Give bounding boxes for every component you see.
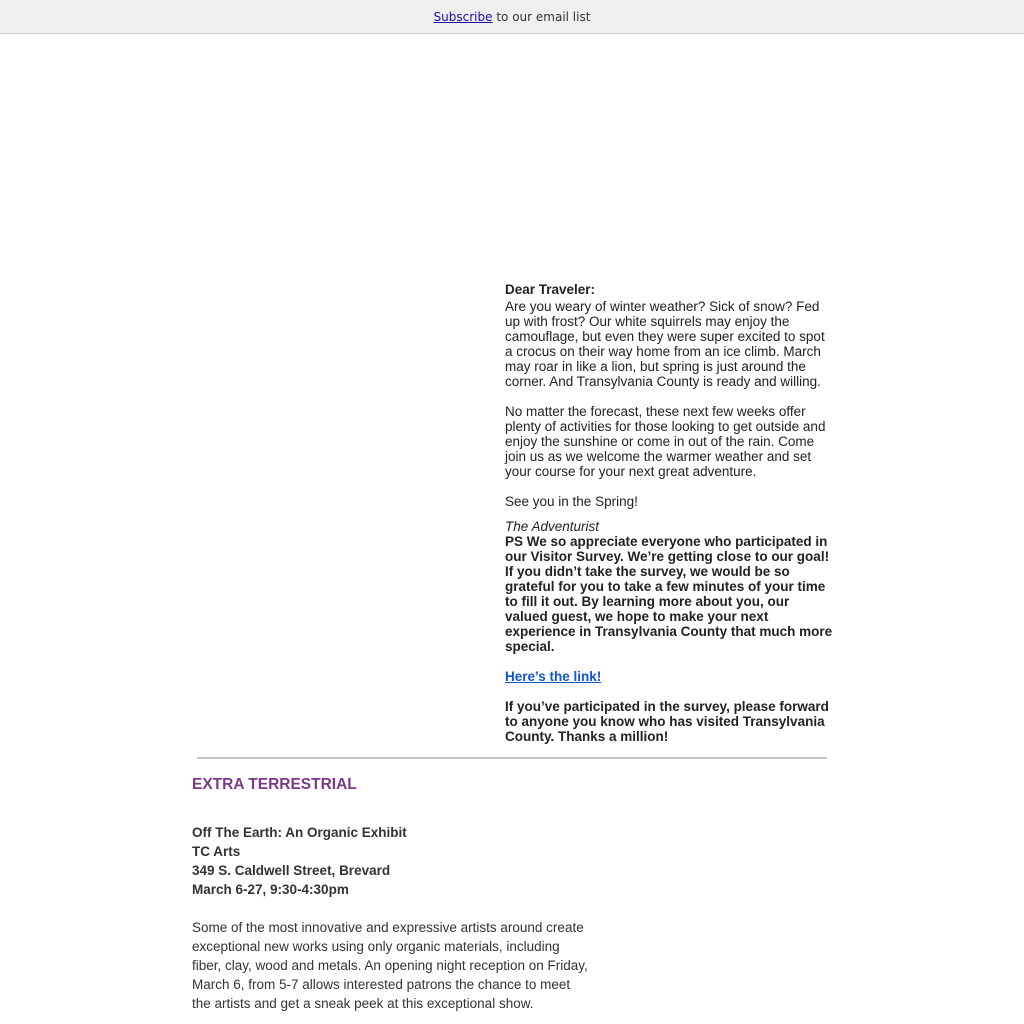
subscribe-suffix-text: to our email list — [492, 10, 591, 24]
event-dates: March 6-27, 9:30-4:30pm — [192, 882, 349, 897]
letter-paragraph-1: Are you weary of winter weather? Sick of snow? Fed up with frost? Our white squirrels may enjoy the camouflage, but even they were super excited to spot a crocus on their way home from an ice climb. March may roar in like a lion, but spring is just around the corner. And Transylvania County is ready and willing. — [505, 299, 825, 389]
event-heading: EXTRA TERRESTRIAL — [192, 776, 357, 793]
letter-signoff: See you in the Spring! — [505, 494, 638, 509]
letter-closing: If you’ve participated in the survey, please forward to anyone you know who has visited Transylvania County. Thanks a million! — [505, 699, 829, 744]
section-divider — [197, 757, 827, 759]
subscribe-link[interactable]: Subscribe — [433, 10, 493, 24]
event-section — [192, 775, 592, 1013]
survey-link-line — [505, 669, 835, 684]
survey-link[interactable]: Here’s the link! — [505, 669, 602, 684]
letter-greeting: Dear Traveler: — [505, 282, 596, 297]
letter-signature: The Adventurist — [505, 519, 600, 534]
letter-postscript: PS We so appreciate everyone who participated in our Visitor Survey. We’re getting close to our goal! If you didn’t take the survey, we would be so grateful for you to take a few minutes of your time to fill it out. By learning more about you, our valued guest, we hope to make your next experience in Transylvania County that much more special. — [505, 534, 833, 654]
event-title: Off The Earth: An Organic Exhibit — [192, 825, 407, 840]
subscribe-bar — [0, 0, 1024, 34]
welcome-letter — [505, 282, 835, 744]
event-venue: TC Arts — [192, 844, 241, 859]
event-address: 349 S. Caldwell Street, Brevard — [192, 863, 391, 878]
letter-paragraph-2: No matter the forecast, these next few weeks offer plenty of activities for those looking to get outside and enjoy the sunshine or come in out of the rain. Come join us as we welcome the warmer weather and set your course for your next great adventure. — [505, 404, 826, 479]
event-details — [192, 823, 592, 899]
event-description: Some of the most innovative and expressive artists around create exceptional new works using only organic materials, including fiber, clay, wood and metals. An opening night reception on Friday, March 6, from 5-7 allows interested patrons the chance to meet the artists and get a sneak peek at this exceptional show. — [192, 920, 588, 1011]
